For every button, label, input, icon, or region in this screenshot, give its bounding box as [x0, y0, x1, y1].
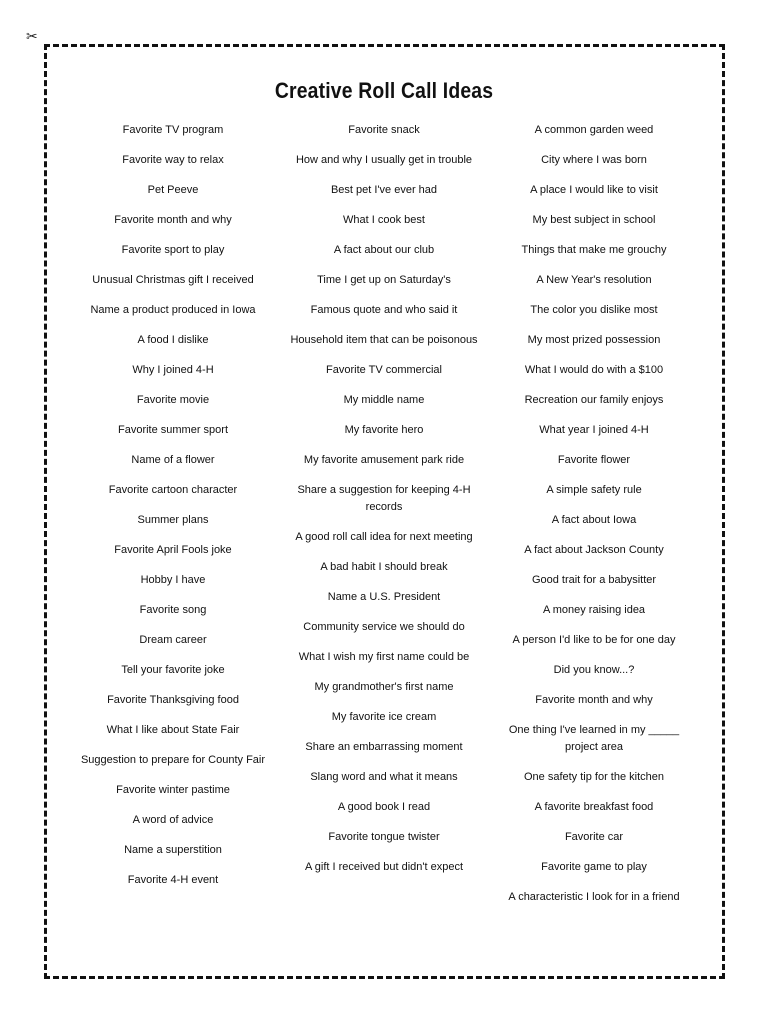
roll-call-idea: What year I joined 4-H	[539, 424, 649, 436]
roll-call-idea: My middle name	[343, 394, 425, 406]
roll-call-idea: Name a superstition	[124, 844, 222, 856]
roll-call-idea: One safety tip for the kitchen	[523, 771, 665, 783]
roll-call-idea: What I cook best	[343, 214, 425, 226]
roll-call-idea: A New Year's resolution	[536, 274, 652, 286]
roll-call-idea: Famous quote and who said it	[310, 304, 458, 316]
roll-call-idea: Name of a flower	[131, 454, 215, 466]
roll-call-idea: What I like about State Fair	[106, 724, 240, 736]
page-title: Creative Roll Call Ideas	[274, 78, 494, 103]
roll-call-idea: What I would do with a $100	[524, 364, 664, 376]
roll-call-idea: Community service we should do	[303, 621, 465, 633]
roll-call-idea: Favorite Thanksgiving food	[107, 694, 239, 706]
ideas-column-left	[73, 122, 273, 902]
roll-call-idea: City where I was born	[541, 154, 647, 166]
roll-call-idea: My best subject in school	[532, 214, 656, 226]
roll-call-idea: Dream career	[139, 634, 207, 646]
roll-call-idea: Share an embarrassing moment	[305, 741, 463, 753]
roll-call-idea: Favorite month and why	[535, 694, 653, 706]
roll-call-idea: Household item that can be poisonous	[290, 334, 478, 346]
roll-call-idea: Name a product produced in Iowa	[90, 304, 256, 316]
roll-call-idea: Hobby I have	[140, 574, 206, 586]
roll-call-idea: Favorite month and why	[114, 214, 232, 226]
roll-call-idea: My grandmother's first name	[314, 681, 454, 693]
roll-call-idea: Tell your favorite joke	[121, 664, 225, 676]
roll-call-idea: Favorite car	[564, 831, 624, 843]
roll-call-idea: The color you dislike most	[530, 304, 658, 316]
roll-call-idea: My most prized possession	[527, 334, 661, 346]
roll-call-idea: Suggestion to prepare for County Fair	[80, 754, 266, 766]
roll-call-idea: A fact about Jackson County	[524, 544, 664, 556]
roll-call-idea: A word of advice	[132, 814, 214, 826]
roll-call-idea: A person I'd like to be for one day	[512, 634, 676, 646]
roll-call-idea: Why I joined 4-H	[132, 364, 214, 376]
roll-call-idea: Slang word and what it means	[310, 771, 458, 783]
roll-call-idea: What I wish my first name could be	[298, 651, 470, 663]
roll-call-idea: A favorite breakfast food	[534, 801, 654, 813]
roll-call-idea: Favorite song	[139, 604, 207, 616]
roll-call-idea: Favorite TV commercial	[326, 364, 442, 376]
roll-call-idea: A common garden weed	[534, 124, 654, 136]
scissors-icon: ✂	[26, 29, 38, 45]
roll-call-idea: A place I would like to visit	[530, 184, 658, 196]
roll-call-idea: A simple safety rule	[546, 484, 642, 496]
roll-call-idea: My favorite hero	[344, 424, 424, 436]
roll-call-idea: My favorite amusement park ride	[303, 454, 465, 466]
roll-call-idea: Best pet I've ever had	[330, 184, 438, 196]
roll-call-idea: Favorite TV program	[122, 124, 224, 136]
roll-call-idea: Favorite April Fools joke	[114, 544, 232, 556]
roll-call-idea: A gift I received but didn't expect	[304, 861, 464, 873]
roll-call-idea: Did you know...?	[553, 664, 635, 676]
roll-call-idea: A good roll call idea for next meeting	[295, 531, 473, 543]
roll-call-idea: My favorite ice cream	[331, 711, 437, 723]
roll-call-idea: A food I dislike	[137, 334, 209, 346]
roll-call-idea: Unusual Christmas gift I received	[92, 274, 254, 286]
ideas-column-middle	[284, 122, 484, 889]
roll-call-idea: Favorite snack	[348, 124, 420, 136]
roll-call-idea: A good book I read	[337, 801, 431, 813]
roll-call-idea: Name a U.S. President	[327, 591, 441, 603]
roll-call-idea: How and why I usually get in trouble	[295, 154, 473, 166]
roll-call-idea: Favorite tongue twister	[328, 831, 440, 843]
roll-call-idea: One thing I've learned in my _____ project area	[508, 724, 680, 753]
roll-call-idea: Favorite winter pastime	[116, 784, 230, 796]
roll-call-idea: Things that make me grouchy	[521, 244, 667, 256]
roll-call-idea: A money raising idea	[542, 604, 646, 616]
roll-call-idea: Good trait for a babysitter	[531, 574, 657, 586]
ideas-column-right	[494, 122, 694, 919]
roll-call-idea: Pet Peeve	[147, 184, 199, 196]
roll-call-idea: Favorite summer sport	[117, 424, 229, 436]
roll-call-idea: Favorite sport to play	[121, 244, 225, 256]
roll-call-idea: A characteristic I look for in a friend	[508, 891, 680, 903]
roll-call-idea: Favorite movie	[136, 394, 210, 406]
roll-call-idea: A fact about Iowa	[551, 514, 637, 526]
roll-call-idea: Time I get up on Saturday's	[317, 274, 451, 286]
roll-call-idea: A bad habit I should break	[320, 561, 448, 573]
roll-call-idea: Favorite 4-H event	[127, 874, 219, 886]
roll-call-idea: Favorite way to relax	[122, 154, 224, 166]
roll-call-idea: Favorite game to play	[541, 861, 647, 873]
roll-call-idea: Summer plans	[137, 514, 209, 526]
roll-call-idea: Favorite cartoon character	[108, 484, 238, 496]
roll-call-idea: Recreation our family enjoys	[524, 394, 664, 406]
roll-call-idea: A fact about our club	[333, 244, 435, 256]
roll-call-idea: Favorite flower	[557, 454, 631, 466]
roll-call-idea: Share a suggestion for keeping 4-H records	[297, 484, 471, 513]
